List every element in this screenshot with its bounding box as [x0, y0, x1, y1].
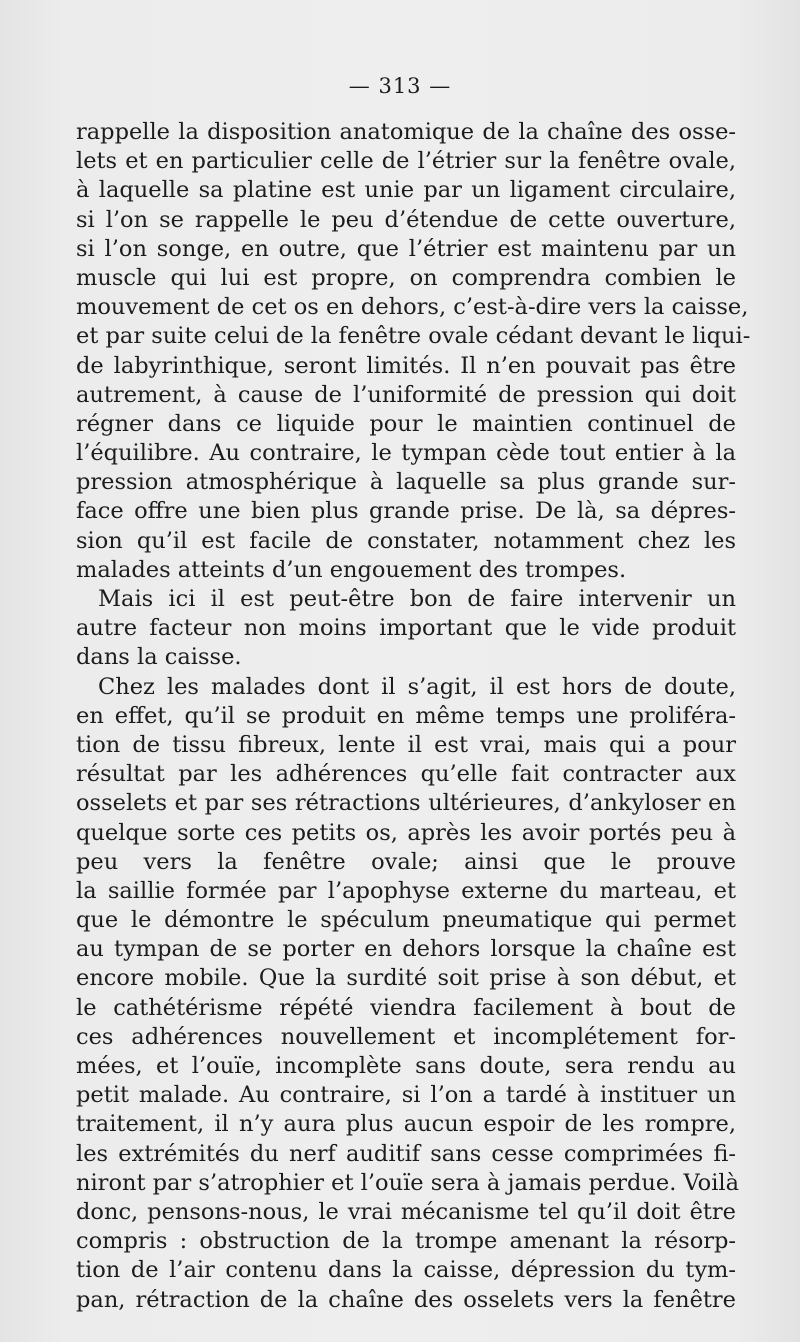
text-line: en effet, qu’il se produit en même temps une proliféra- [76, 702, 736, 729]
text-line: si l’on songe, en outre, que l’étrier est maintenu par un [76, 235, 736, 262]
text-line: mouvement de cet os en dehors, c’est-à-dire vers la caisse, [76, 294, 749, 321]
body-text [76, 118, 751, 1315]
text-line: l’équilibre. Au contraire, le tympan cède tout entier à la [76, 440, 736, 467]
text-line: ces adhérences nouvellement et incomplétement for- [76, 1023, 736, 1050]
text-line: Chez les malades dont il s’agit, il est hors de doute, [98, 673, 736, 700]
text-line: dans la caisse. [76, 644, 242, 671]
text-line: les extrémités du nerf auditif sans cesse comprimées fi- [76, 1140, 736, 1167]
text-line: traitement, il n’y aura plus aucun espoir de les rompre, [76, 1111, 736, 1138]
text-line: tion de tissu fibreux, lente il est vrai, mais qui a pour [76, 731, 736, 758]
text-line: rappelle la disposition anatomique de la chaîne des osse- [76, 119, 736, 145]
text-line: au tympan de se porter en dehors lorsque la chaîne est [76, 936, 736, 963]
text-line: petit malade. Au contraire, si l’on a tardé à instituer un [76, 1082, 736, 1109]
text-line: et par suite celui de la fenêtre ovale cédant devant le liqui- [76, 323, 751, 350]
text-line: compris : obstruction de la trompe amenant la résorp- [76, 1228, 736, 1255]
text-line: pan, rétraction de la chaîne des osselets vers la fenêtre [76, 1286, 736, 1313]
text-line: autrement, à cause de l’uniformité de pression qui doit [76, 381, 736, 408]
text-line: si l’on se rappelle le peu d’étendue de cette ouverture, [76, 206, 736, 233]
text-line: donc, pensons-nous, le vrai mécanisme tel qu’il doit être [76, 1198, 736, 1225]
text-line: Mais ici il est peut-être bon de faire intervenir un [98, 586, 736, 612]
text-line: face offre une bien plus grande prise. De là, sa dépres- [76, 498, 736, 525]
text-line: encore mobile. Que la surdité soit prise à son début, et [76, 965, 736, 992]
text-line: la saillie formée par l’apophyse externe du marteau, et [76, 877, 736, 904]
text-line: résultat par les adhérences qu’elle fait contracter aux [76, 761, 736, 788]
text-line: lets et en particulier celle de l’étrier sur la fenêtre ovale, [76, 148, 736, 175]
text-line: le cathétérisme répété viendra facilement à bout de [76, 994, 736, 1021]
text-line: muscle qui lui est propre, on comprendra combien le [76, 264, 736, 291]
text-line: tion de l’air contenu dans la caisse, dépression du tym- [76, 1257, 736, 1284]
text-line: à laquelle sa platine est unie par un ligament circulaire, [76, 177, 736, 204]
text-line: malades atteints d’un engouement des trompes. [76, 556, 627, 583]
text-line: mées, et l’ouïe, incomplète sans doute, sera rendu au [76, 1053, 736, 1079]
text-line: autre facteur non moins important que le vide produit [76, 615, 736, 642]
text-line: pression atmosphérique à laquelle sa plus grande sur- [76, 469, 736, 496]
text-line: régner dans ce liquide pour le maintien continuel de [76, 410, 736, 437]
text-line: peu vers la fenêtre ovale; ainsi que le prouve [76, 848, 736, 875]
text-line: de labyrinthique, seront limités. Il n’en pouvait pas être [76, 352, 736, 379]
text-line: niront par s’atrophier et l’ouïe sera à jamais perdue. Voilà [76, 1169, 740, 1196]
page-number: — 313 — [348, 74, 452, 98]
text-line: sion qu’il est facile de constater, notamment chez les [76, 527, 736, 554]
text-line: osselets et par ses rétractions ultérieures, d’ankyloser en [76, 790, 736, 817]
text-line: quelque sorte ces petits os, après les avoir portés peu à [76, 819, 736, 846]
text-line: que le démontre le spéculum pneumatique qui permet [76, 907, 736, 934]
